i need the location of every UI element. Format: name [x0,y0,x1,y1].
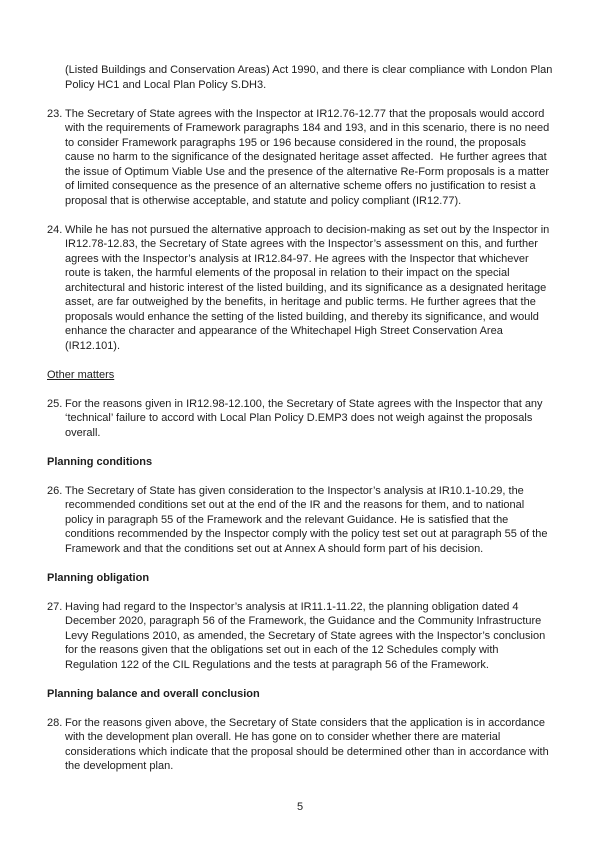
paragraph-22-continuation: (Listed Buildings and Conservation Areas) Act 1990, and there is clear compliance with London Plan Policy HC1 and Local Plan Policy S.DH3. [65,64,556,91]
paragraph-26 [47,484,553,557]
paragraph-24-number: 24. [47,223,63,236]
paragraph-27 [47,600,553,673]
paragraph-25 [47,397,553,441]
paragraph-25-text: For the reasons given in IR12.98-12.100, the Secretary of State agrees with the Inspector that any ‘technical’ failure to accord with Local Plan Policy D.EMP3 does not weigh against the proposals overall. [65,397,546,439]
paragraph-26-text: The Secretary of State has given consideration to the Inspector’s analysis at IR10.1-10.29, the recommended conditions set out at the end of the IR and the reasons for them, and to national policy in paragraph 55 of the Framework and the relevant Guidance. He is satisfied that the conditions recommended by the Inspector comply with the policy test set out at paragraph 55 of the Framework and that the conditions set out at Annex A should form part of his decision. [65,484,551,555]
paragraph-23-text: The Secretary of State agrees with the Inspector at IR12.76-12.77 that the proposals would accord with the requirements of Framework paragraphs 184 and 193, and in this scenario, there is no need to consider Framework paragraphs 195 or 196 because considered in the round, the proposals cause no harm to the significance of the designated heritage asset affected. He further agrees that the issue of Optimum Viable Use and the presence of the alternative Re-Form proposals is a matter of limited consequence as the presence of an alternative scheme offers no justification to resist a proposal that is otherwise acceptable, and statute and policy compliant (IR12.77). [65,107,553,207]
paragraph-27-number: 27. [47,600,63,613]
paragraph-27-text: Having had regard to the Inspector’s analysis at IR11.1-11.22, the planning obligation dated 4 December 2020, paragraph 56 of the Framework, the Guidance and the Community Infrastructure Levy Regulations 2010, as amended, the Secretary of State agrees with the Inspector’s conclusion for the reasons given that the obligations set out in each of the 12 Schedules comply with Regulation 122 of the CIL Regulations and the tests at paragraph 56 of the Framework. [65,600,549,671]
paragraph-28-number: 28. [47,716,63,729]
paragraph-24-text: While he has not pursued the alternative approach to decision-making as set out by the Inspector in IR12.78-12.83, the Secretary of State agrees with the Inspector’s assessment on this, and further agrees with the Inspector’s analysis at IR12.84-97. He agrees with the Inspector that whichever route is taken, the harmful elements of the proposal in relation to their impact on the special architectural and historic interest of the listed building, and its significance as a designated heritage asset, are far outweighed by the benefits, in heritage and public terms. He further agrees that the proposals would enhance the setting of the listed building, and thereby its significance, and would enhance the character and appearance of the Whitechapel High Street Conservation Area (IR12.101). [65,223,553,352]
heading-planning-conditions: Planning conditions [47,455,153,468]
paragraph-25-number: 25. [47,397,63,410]
heading-planning-balance: Planning balance and overall conclusion [47,687,260,700]
paragraph-28-text: For the reasons given above, the Secretary of State considers that the application is in accordance with the development plan overall. He has gone on to consider whether there are material considerations which indicate that the proposal should be determined other than in accordance with the development plan. [65,716,552,772]
heading-other-matters: Other matters [47,368,115,381]
paragraph-23 [47,107,553,209]
heading-planning-obligation: Planning obligation [47,571,150,584]
paragraph-28 [47,716,553,774]
page-number: 5 [296,801,304,813]
paragraph-24 [47,223,553,354]
paragraph-23-number: 23. [47,107,63,120]
paragraph-26-number: 26. [47,484,63,497]
